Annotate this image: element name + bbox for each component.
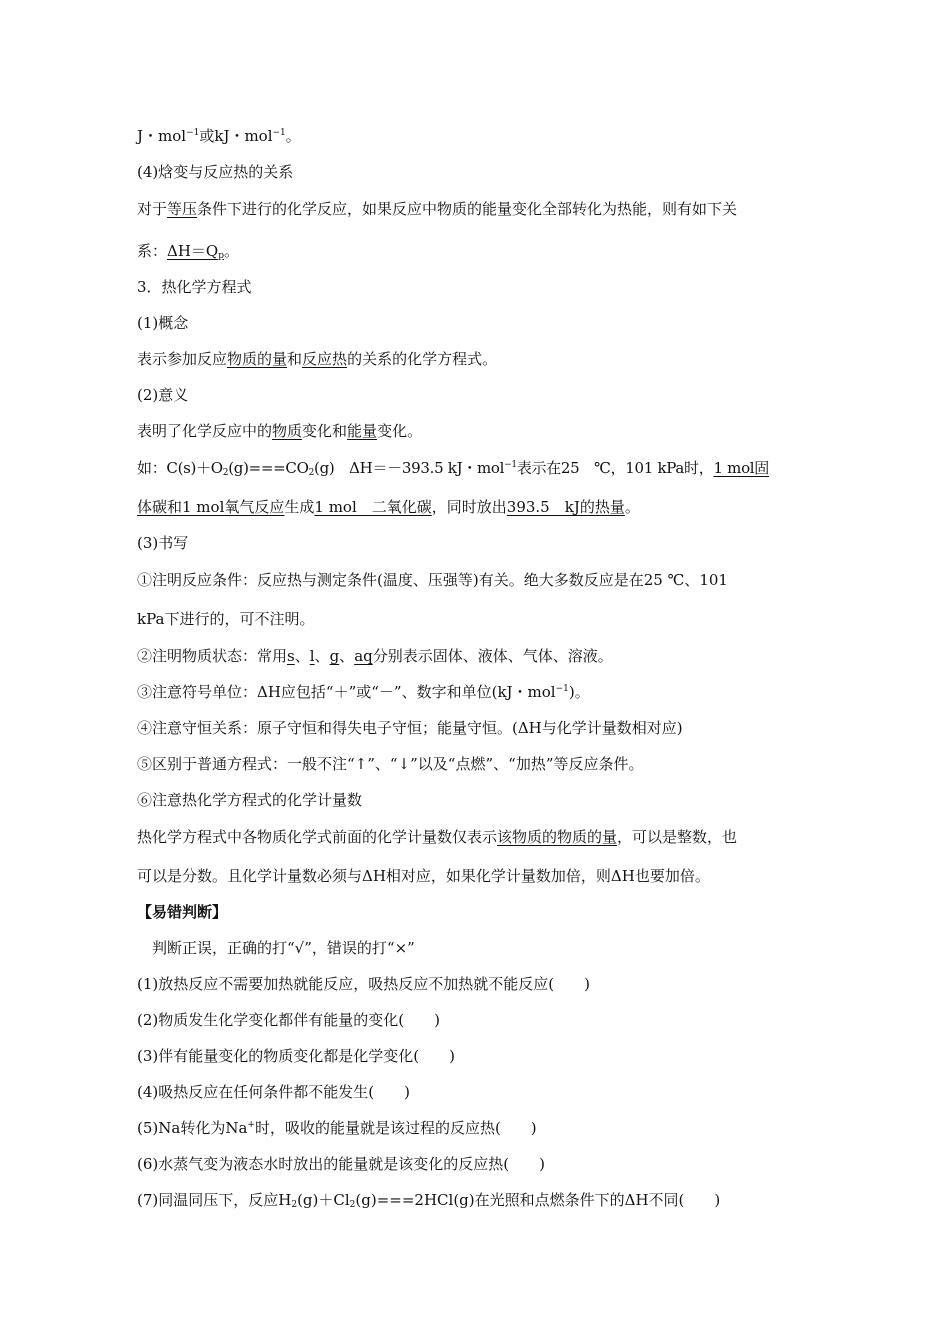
subheading-concept: (1)概念 [137,314,189,332]
paragraph-line: 对于等压条件下进行的化学反应，如果反应中物质的能量变化全部转化为热能，则有如下关 [137,200,738,218]
subheading-writing: (3)书写 [137,534,189,552]
unit-line: J・mol$^{-1}$或kJ・mol$^{-1}$。 [137,127,301,145]
question-item: (7)同温同压下，反应$H_2(g)+Cl_2(g)===2HCl(g)$在光照和点燃条件下的ΔH不同( ) [137,1191,721,1210]
rule-item-6: ⑥注意热化学方程式的化学计量数 [137,791,363,809]
example-equation-line: 如：$C(s)+O_2(g)===CO_2(g)$ ΔH＝－393.5 kJ・mol$^{-1}$表示在25 ℃，101 kPa时，1 mol固 [137,459,770,478]
paragraph-line: 体碳和1 mol氧气反应生成1 mol 二氧化碳，同时放出393.5 kJ的热量。 [137,498,640,516]
section-heading-error-judgment: 【易错判断】 [137,903,228,921]
rule-item-2: ②注明物质状态：常用s、l、g、aq分别表示固体、液体、气体、溶液。 [137,647,613,665]
instruction-line: 判断正误，正确的打“√”，错误的打“×” [152,939,415,957]
question-item: (4)吸热反应在任何条件都不能发生( ) [137,1083,410,1101]
section-heading-thermochemical-equation: 3．热化学方程式 [137,278,252,296]
paragraph-line: 表示参加反应物质的量和反应热的关系的化学方程式。 [137,350,498,368]
question-item: (1)放热反应不需要加热就能反应，吸热反应不加热就不能反应( ) [137,975,590,993]
paragraph-line: 可以是分数。且化学计量数必须与ΔH相对应，如果化学计量数加倍，则ΔH也要加倍。 [137,867,710,885]
paragraph-line: 系：$\Delta H=Q_p$。 [137,242,240,261]
rule-item-4: ④注意守恒关系：原子守恒和得失电子守恒；能量守恒。(ΔH与化学计量数相对应) [137,719,683,737]
subheading-enthalpy-relation: (4)焓变与反应热的关系 [137,163,294,181]
rule-item-1: ①注明反应条件：反应热与测定条件(温度、压强等)有关。绝大多数反应是在25 ℃、101 [137,571,728,589]
rule-item-3: ③注意符号单位：ΔH应包括“＋”或“－”、数字和单位(kJ・mol$^{-1}$)。 [137,683,590,701]
question-item: (6)水蒸气变为液态水时放出的能量就是该变化的反应热( ) [137,1155,545,1173]
question-item: (2)物质发生化学变化都伴有能量的变化( ) [137,1011,440,1029]
paragraph-line: kPa下进行的，可不注明。 [137,610,315,628]
paragraph-line: 热化学方程式中各物质化学式前面的化学计量数仅表示该物质的物质的量，可以是整数，也 [137,828,738,846]
paragraph-line: 表明了化学反应中的物质变化和能量变化。 [137,422,423,440]
subheading-meaning: (2)意义 [137,386,189,404]
rule-item-5: ⑤区别于普通方程式：一般不注“↑”、“↓”以及“点燃”、“加热”等反应条件。 [137,755,644,773]
question-item: (5)Na转化为Na+时，吸收的能量就是该过程的反应热( ) [137,1119,537,1137]
question-item: (3)伴有能量变化的物质变化都是化学变化( ) [137,1047,455,1065]
